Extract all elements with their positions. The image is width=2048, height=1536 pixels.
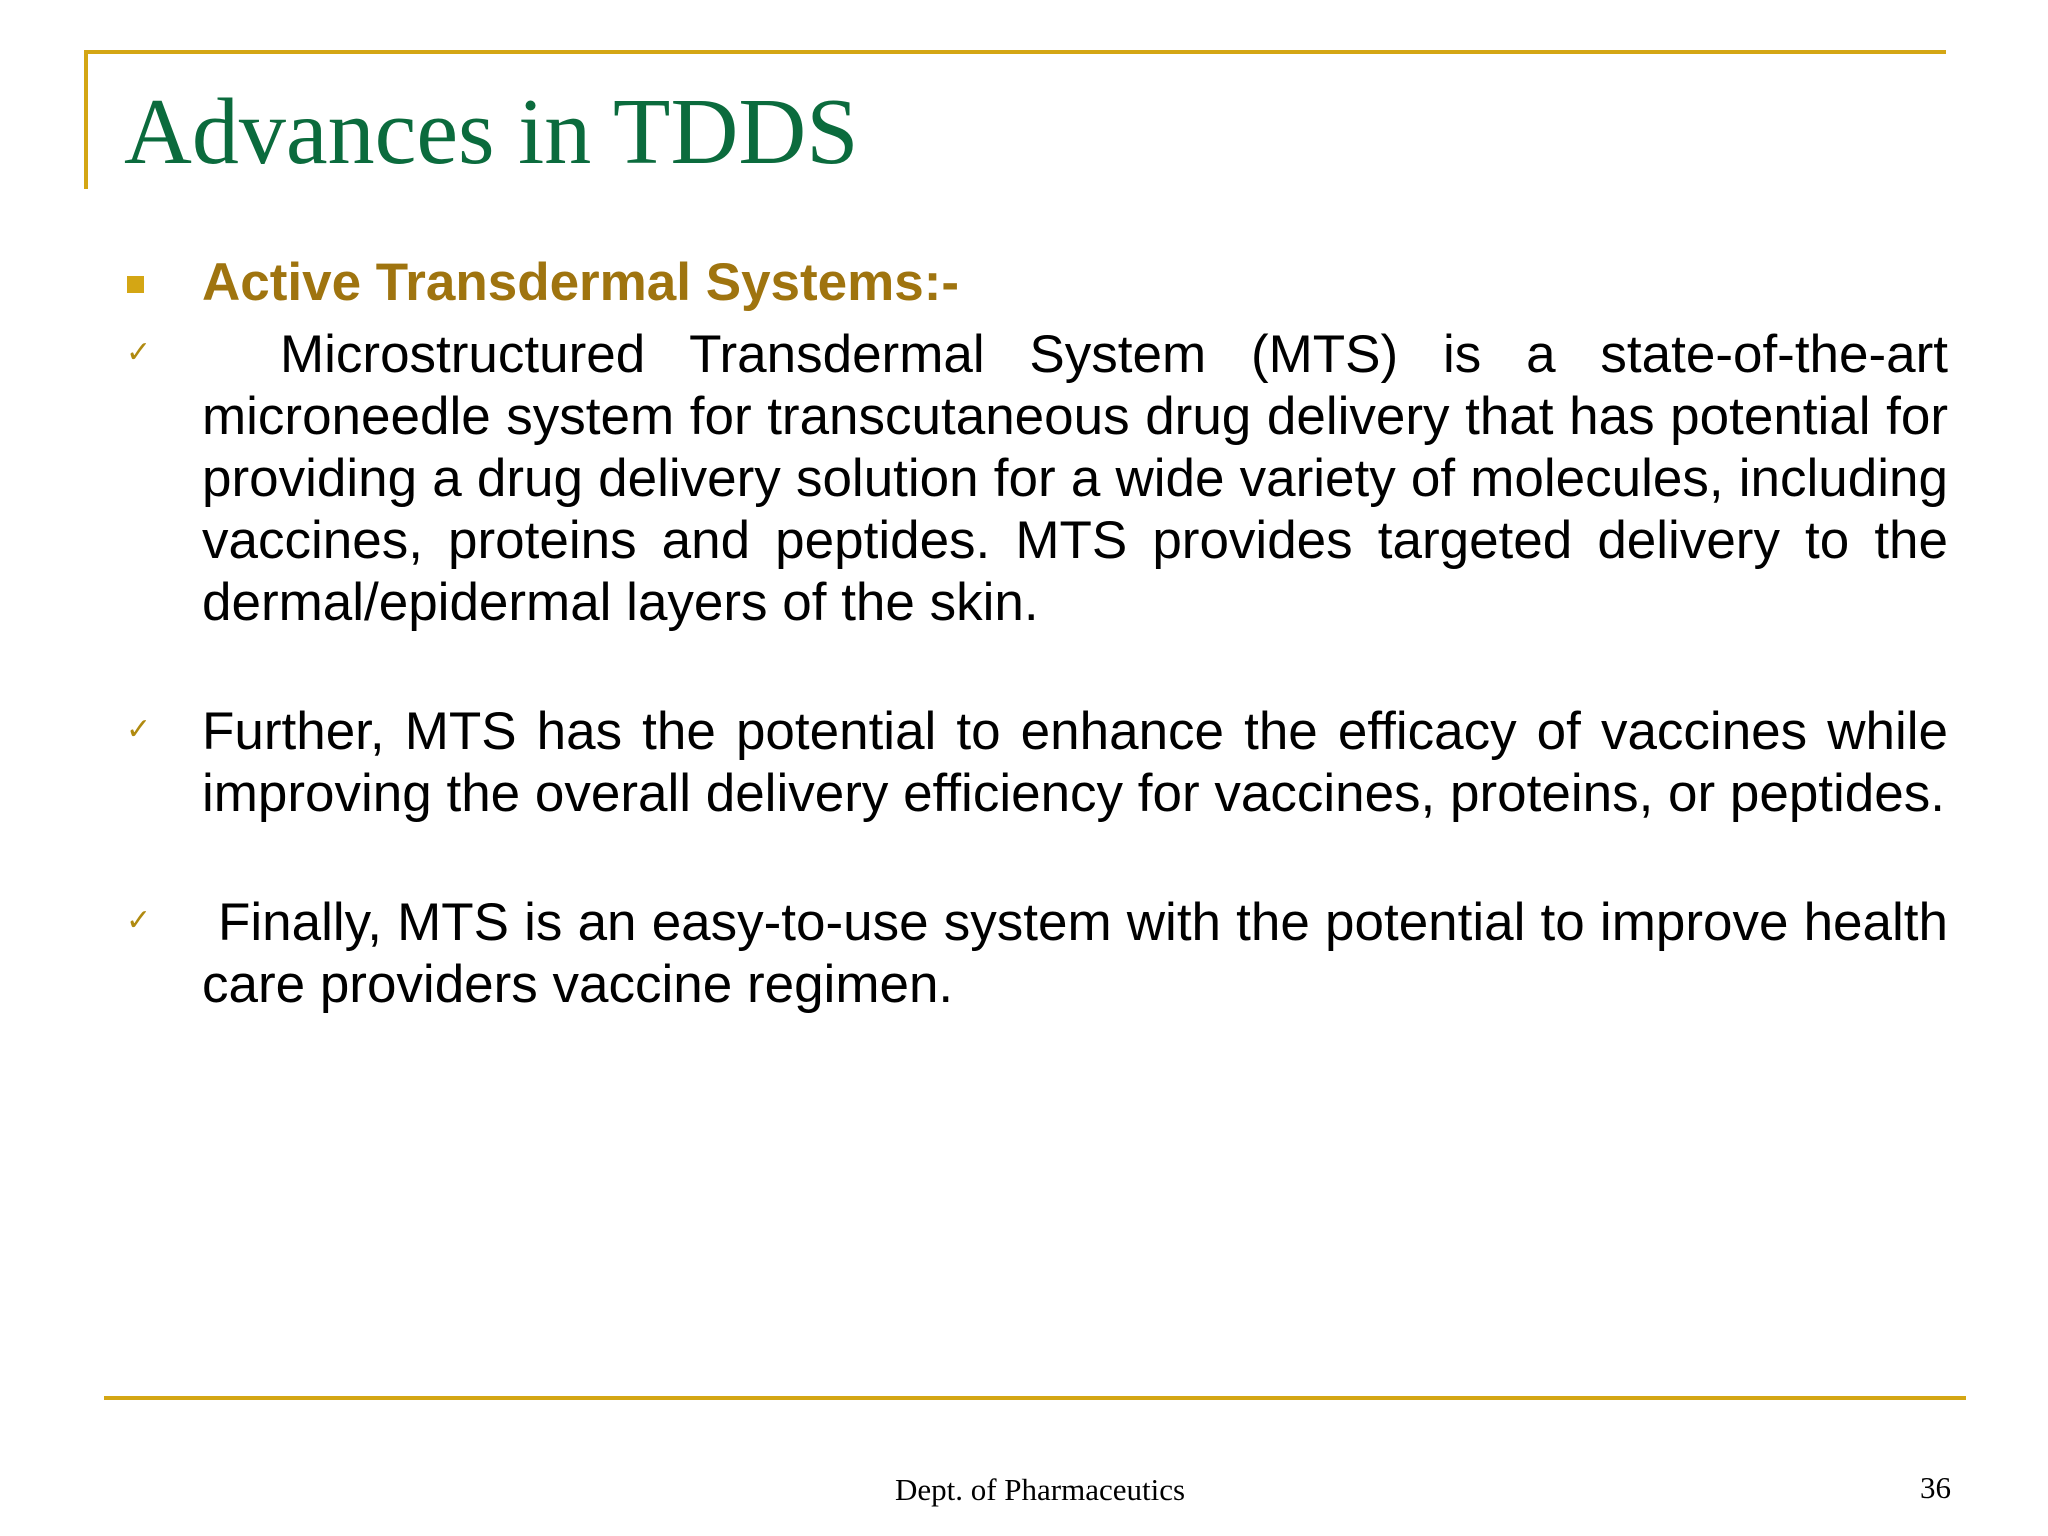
top-rule <box>84 50 1946 54</box>
page-number: 36 <box>1920 1470 1951 1505</box>
list-item-text: Finally, MTS is an easy-to-use system with the potential to improve health care providers vaccine regimen. <box>202 893 1948 1014</box>
footer-department: Dept. of Pharmaceutics <box>894 1472 1186 1507</box>
slide-content <box>124 248 1948 1016</box>
checkmark-icon: ✓ <box>126 335 152 370</box>
list-item <box>124 324 1948 634</box>
square-bullet-icon <box>127 276 144 293</box>
section-heading-row <box>124 248 1948 320</box>
list-item <box>124 892 1948 1016</box>
checkmark-icon: ✓ <box>126 712 152 747</box>
left-rule <box>84 50 88 189</box>
bottom-rule <box>104 1396 1966 1400</box>
list-item <box>124 701 1948 825</box>
list-item-text: Microstructured Transdermal System (MTS) is a state-of-the-art microneedle system for transcutaneous drug delivery that has potential for providing a drug delivery solution for a wide variety of molecules, including vaccines, proteins and peptides. MTS provides targeted delivery to the dermal/epidermal layers of the skin. <box>202 325 1948 632</box>
checkmark-icon: ✓ <box>126 903 152 938</box>
section-heading: Active Transdermal Systems:- <box>202 253 960 312</box>
slide-title: Advances in TDDS <box>124 80 859 184</box>
list-item-text: Further, MTS has the potential to enhance the efficacy of vaccines while improving the overall delivery efficiency for vaccines, proteins, or peptides. <box>202 702 1948 823</box>
